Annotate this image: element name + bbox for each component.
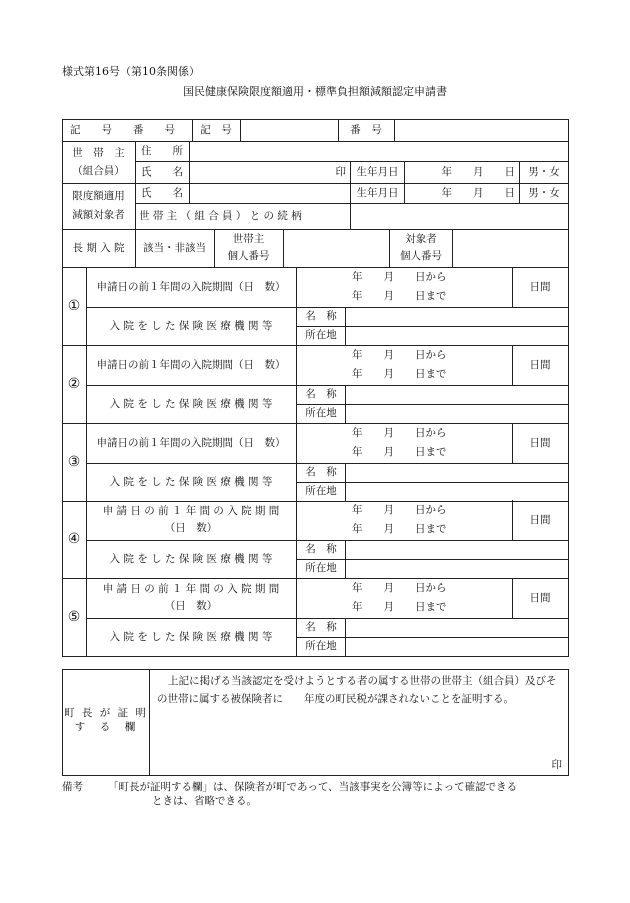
table-rule xyxy=(296,637,569,638)
setainushi-kojin-input[interactable] xyxy=(284,230,389,266)
period-days[interactable]: 日間 xyxy=(529,591,551,604)
period-label xyxy=(86,423,296,463)
certification-label-2: す る 欄 xyxy=(74,721,138,734)
gendogaku-text: 限度額適用 xyxy=(72,190,125,203)
kumiaiin-text: （組合員） xyxy=(72,164,125,177)
hospital-label: 入 院 を し た 保 険 医 療 機 関 等 xyxy=(109,319,273,332)
period-label xyxy=(86,578,296,618)
table-rule xyxy=(62,119,63,656)
table-rule xyxy=(296,404,569,405)
table-rule xyxy=(86,463,569,464)
setainushi-text: 世 帯 主 xyxy=(72,146,125,159)
gengaku-text: 減額対象者 xyxy=(72,209,125,221)
target-shimei-label: 氏 名 xyxy=(141,186,183,199)
period-number: ③ xyxy=(67,453,81,470)
table-rule xyxy=(62,423,569,424)
taishosha-kojin-label xyxy=(390,229,452,267)
period-from[interactable]: 年 月 日から xyxy=(352,271,447,284)
period-number: ④ xyxy=(67,530,81,547)
table-rule xyxy=(512,578,513,618)
period-label-1: 申 請 日 の 前 １ 年 間 の 入 院 期 間 xyxy=(102,583,280,596)
table-rule xyxy=(296,578,297,656)
page-title: 国民健康保険限度額適用・標準負担額減額認定申請書 xyxy=(183,85,447,98)
table-rule xyxy=(296,500,297,578)
hospital-name-input[interactable] xyxy=(346,308,567,325)
table-rule xyxy=(135,141,136,267)
shimei-label: 氏 名 xyxy=(141,165,183,178)
table-rule xyxy=(86,500,87,578)
period-days[interactable]: 日間 xyxy=(529,436,551,449)
table-rule xyxy=(62,141,569,142)
table-rule xyxy=(135,161,569,162)
period-to[interactable]: 年 月 日まで xyxy=(352,446,447,459)
table-rule xyxy=(394,119,395,141)
note-key: 備考 xyxy=(62,781,83,793)
table-rule xyxy=(296,559,569,560)
table-rule xyxy=(283,229,284,267)
hospital-name-label: 名 称 xyxy=(305,621,337,634)
form-number: 様式第16号（第10条関係） xyxy=(62,65,200,78)
period-label-2: （日 数） xyxy=(164,522,218,534)
hospital-address-label: 所在地 xyxy=(305,329,337,342)
table-rule xyxy=(452,229,453,267)
table-rule xyxy=(214,229,215,267)
certification-section xyxy=(62,669,569,776)
hospital-address-input[interactable] xyxy=(346,405,567,422)
bango-input[interactable] xyxy=(395,120,567,140)
hospital-label: 入 院 を し た 保 険 医 療 機 関 等 xyxy=(109,397,273,410)
seal-mark: 印 xyxy=(335,165,346,178)
hospital-name-label: 名 称 xyxy=(305,310,337,323)
period-days[interactable]: 日間 xyxy=(529,513,551,526)
sex-select[interactable]: 男・女 xyxy=(528,165,560,178)
table-rule xyxy=(62,345,569,346)
setainushi-kojin-1: 世帯主 xyxy=(232,233,265,246)
setainushi-kojin-2: 個人番号 xyxy=(227,250,270,262)
gaito-select[interactable]: 該当・非該当 xyxy=(143,241,206,254)
table-rule xyxy=(350,161,351,229)
period-label-1: 申 請 日 の 前 １ 年 間 の 入 院 期 間 xyxy=(102,505,280,518)
table-rule xyxy=(389,229,390,267)
period-from[interactable]: 年 月 日から xyxy=(352,582,447,595)
table-rule xyxy=(86,540,569,541)
period-number: ② xyxy=(67,375,81,392)
table-rule xyxy=(86,578,87,656)
table-rule xyxy=(568,119,569,656)
hospital-address-label: 所在地 xyxy=(305,407,337,420)
table-rule xyxy=(86,345,87,423)
setainushi-label xyxy=(62,141,135,183)
table-rule xyxy=(512,267,513,307)
period-to[interactable]: 年 月 日まで xyxy=(352,523,447,536)
table-rule xyxy=(338,119,339,141)
table-rule xyxy=(296,423,297,501)
hospital-name-input[interactable] xyxy=(346,386,567,403)
table-rule xyxy=(62,229,569,230)
table-rule xyxy=(86,618,569,619)
table-rule xyxy=(296,267,297,345)
choki-label: 長 期 入 院 xyxy=(72,241,125,254)
taishosha-kojin-1: 対象者 xyxy=(405,233,437,246)
period-number: ① xyxy=(67,297,81,314)
table-rule xyxy=(62,656,569,657)
period-days[interactable]: 日間 xyxy=(529,280,551,293)
gendogaku-label xyxy=(62,183,135,229)
note-text-2: ときは、省略できる。 xyxy=(152,795,257,807)
taishosha-kojin-input[interactable] xyxy=(453,230,567,266)
hospital-label: 入 院 を し た 保 険 医 療 機 関 等 xyxy=(109,552,273,565)
period-to[interactable]: 年 月 日まで xyxy=(352,290,447,303)
target-name-input[interactable] xyxy=(190,184,350,202)
certification-label-1: 町 長 が 証 明 xyxy=(64,707,148,719)
period-from[interactable]: 年 月 日から xyxy=(352,427,447,440)
hospital-name-input[interactable] xyxy=(346,464,567,481)
relation-label: 世 帯 主 （ 組 合 員 ） と の 続 柄 xyxy=(139,209,302,222)
period-label-2: （日 数） xyxy=(164,600,218,612)
table-rule xyxy=(62,578,569,579)
certification-seal: 印 xyxy=(551,759,562,771)
hospital-name-label: 名 称 xyxy=(305,388,337,401)
note-text-1: 「町長が証明する欄」は、保険者が町であって、当該事実を公簿等によって確認できる xyxy=(108,781,518,793)
period-from[interactable]: 年 月 日から xyxy=(352,349,447,362)
certification-text: 上記に掲げる当該認定を受けようとする者の属する世帯の世帯主（組合員）及びその世帯に属する被保険者に 年度の町民税が課されないことを証明する。 xyxy=(157,675,557,705)
period-to[interactable]: 年 月 日まで xyxy=(352,601,447,614)
relation-input[interactable] xyxy=(351,204,567,228)
kigo-input[interactable] xyxy=(241,120,337,140)
kigo-label: 記 号 xyxy=(200,123,232,136)
target-sex-select[interactable]: 男・女 xyxy=(528,186,560,199)
taishosha-kojin-2: 個人番号 xyxy=(400,250,442,262)
table-rule xyxy=(512,500,513,540)
period-label xyxy=(86,267,296,307)
period-label-1: 申請日の前１年間の入院期間（日 数） xyxy=(96,280,286,293)
jusho-label: 住 所 xyxy=(141,144,183,157)
table-rule xyxy=(62,183,569,184)
birth-label: 生年月日 xyxy=(356,165,399,178)
hospital-label: 入 院 を し た 保 険 医 療 機 関 等 xyxy=(109,475,273,488)
period-label xyxy=(86,500,296,540)
hospital-name-label: 名 称 xyxy=(305,543,337,556)
target-birth-label: 生年月日 xyxy=(356,186,399,199)
bango-label: 番 号 xyxy=(350,123,382,136)
period-number: ⑤ xyxy=(67,608,81,625)
period-label-1: 申請日の前１年間の入院期間（日 数） xyxy=(96,436,286,449)
table-rule xyxy=(62,119,569,120)
period-days[interactable]: 日間 xyxy=(529,358,551,371)
application-table xyxy=(62,119,569,656)
target-birth-date[interactable]: 年 月 日 xyxy=(441,186,515,199)
table-rule xyxy=(296,482,569,483)
table-rule xyxy=(86,307,569,308)
hospital-name-label: 名 称 xyxy=(305,466,337,479)
table-rule xyxy=(296,345,297,423)
period-label-1: 申請日の前１年間の入院期間（日 数） xyxy=(96,358,286,371)
table-rule xyxy=(296,326,569,327)
hospital-address-input[interactable] xyxy=(346,327,567,344)
table-rule xyxy=(519,161,520,203)
name-input[interactable] xyxy=(190,162,350,182)
table-rule xyxy=(512,345,513,385)
address-input[interactable] xyxy=(190,142,567,160)
table-rule xyxy=(86,385,569,386)
period-from[interactable]: 年 月 日から xyxy=(352,504,447,517)
hospital-address-label: 所在地 xyxy=(305,640,337,653)
birth-date[interactable]: 年 月 日 xyxy=(441,165,515,178)
hospital-label: 入 院 を し た 保 険 医 療 機 関 等 xyxy=(109,630,273,643)
hospital-address-label: 所在地 xyxy=(305,562,337,575)
hospital-address-label: 所在地 xyxy=(305,485,337,498)
certification-label xyxy=(63,706,149,734)
table-rule xyxy=(62,501,569,502)
table-rule xyxy=(86,423,87,501)
table-rule xyxy=(512,423,513,463)
hospital-address-input[interactable] xyxy=(346,560,567,577)
table-rule xyxy=(135,203,569,204)
table-rule xyxy=(62,267,569,268)
hospital-name-input[interactable] xyxy=(346,619,567,636)
table-rule xyxy=(86,267,87,345)
table-rule xyxy=(404,161,405,203)
period-label xyxy=(86,345,296,385)
table-rule xyxy=(192,119,193,141)
hospital-address-input[interactable] xyxy=(346,483,567,500)
period-to[interactable]: 年 月 日まで xyxy=(352,368,447,381)
table-rule xyxy=(240,119,241,141)
setainushi-kojin-label xyxy=(214,229,283,267)
hospital-name-input[interactable] xyxy=(346,541,567,558)
kigo-bango-label: 記 号 番 号 xyxy=(70,123,175,136)
hospital-address-input[interactable] xyxy=(346,638,567,655)
table-rule xyxy=(189,141,190,203)
